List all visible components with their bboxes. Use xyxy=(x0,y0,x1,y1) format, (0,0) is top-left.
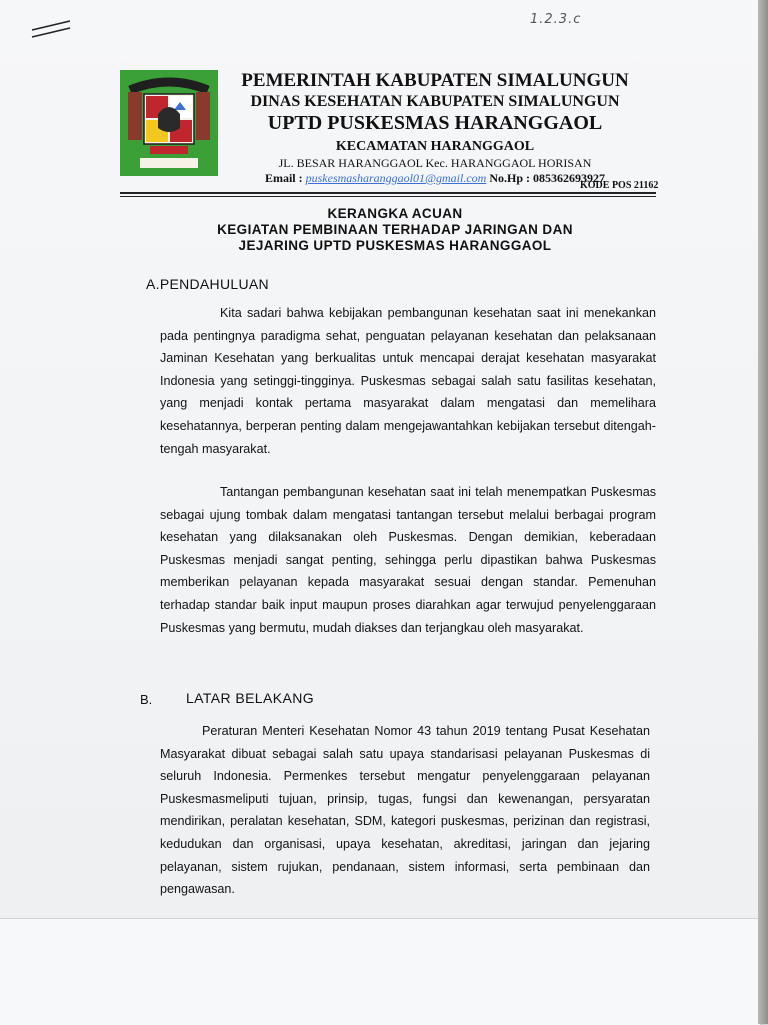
email-link[interactable]: puskesmasharanggaol01@gmail.com xyxy=(305,171,487,185)
paragraph-text: Tantangan pembangunan kesehatan saat ini telah menempatkan Puskesmas sebagai ujung tombak dalam mengatasi tantangan tersebut melalui berbagai program kesehatan yang dilaksanakan oleh Puskesmas. Dengan demikian, keberadaan Puskesmas menjadi sangat penting, sehingga perlu dipastikan bahwa Puskesmas memberikan pelayanan kepada masyarakat sesuai dengan standar. Pemenuhan terhadap standar baik input maupun proses diarahkan agar terwujud penyelenggaraan Puskesmas yang bermutu, mudah diakses dan terjangkau oleh masyarakat. xyxy=(160,485,656,635)
letterhead-institution: UPTD PUSKESMAS HARANGGAOL xyxy=(267,112,603,134)
section-b-paragraph-1 xyxy=(160,720,650,901)
letterhead-divider-thick xyxy=(120,192,656,194)
simalungun-logo xyxy=(120,70,218,176)
section-b-heading: LATAR BELAKANG xyxy=(186,690,315,706)
letterhead-divider-thin xyxy=(120,196,656,197)
phone-number: No.Hp : 085362693927 xyxy=(489,171,606,185)
paragraph-text: Peraturan Menteri Kesehatan Nomor 43 tahun 2019 tentang Pusat Kesehatan Masyarakat dibuat sebagai salah satu upaya standarisasi pelayanan Puskesmas di seluruh Indonesia. Permenkes tersebut mengatur penyelenggaraan pelayanan Puskesmasmeliputi tujuan, prinsip, tugas, fungsi dan kewenangan, persyaratan mendirikan, peralatan kesehatan, SDM, kategori puskesmas, perizinan dan registrasi, kedudukan dan organisasi, upaya kesehatan, akreditasi, jaringan dan jejaring pelayanan, sistem rujukan, pendanaan, sistem informasi, serta pembinaan dan pengawasan. xyxy=(160,724,650,897)
pen-scribble-mark xyxy=(30,18,72,40)
letterhead-address: JL. BESAR HARANGGAOL Kec. HARANGGAOL HORISAN xyxy=(278,156,592,170)
letterhead xyxy=(210,70,660,186)
page-reference: 1.2.3.c xyxy=(530,12,582,27)
page-edge-shadow xyxy=(758,0,768,1024)
section-a-heading: A.PENDAHULUAN xyxy=(146,276,269,292)
letterhead-government: PEMERINTAH KABUPATEN SIMALUNGUN xyxy=(241,70,629,91)
section-a-paragraph-2 xyxy=(160,481,656,639)
letterhead-department: DINAS KESEHATAN KABUPATEN SIMALUNGUN xyxy=(250,93,620,110)
email-label: Email : xyxy=(264,171,303,185)
letterhead-district: KECAMATAN HARANGGAOL xyxy=(335,139,535,154)
section-a-paragraph-1 xyxy=(160,302,656,460)
underlying-sheet xyxy=(0,918,760,1025)
title-line-2: KEGIATAN PEMBINAAN TERHADAP JARINGAN DAN xyxy=(217,222,573,237)
title-line-3: JEJARING UPTD PUSKESMAS HARANGGAOL xyxy=(238,238,552,253)
section-b-number: B. xyxy=(140,692,153,707)
paragraph-text: Kita sadari bahwa kebijakan pembangunan kesehatan saat ini menekankan pada pentingnya paradigma sehat, penguatan pelayanan kesehatan dan pelaksanaan Jaminan Kesehatan yang berkualitas untuk mencapai derajat kesehatan masyarakat Indonesia yang setinggi-tingginya. Puskesmas sebagai salah satu fasilitas kesehatan, yang menjadi kontak pertama masyarakat dalam mengatasi dan memelihara kesehatannya, berperan penting dalam mengejawantahkan kebijakan tersebut ditengah- tengah masyarakat. xyxy=(160,306,656,456)
document-title xyxy=(140,206,650,254)
title-line-1: KERANGKA ACUAN xyxy=(327,206,463,221)
postal-code: KODE POS 21162 xyxy=(580,180,659,191)
